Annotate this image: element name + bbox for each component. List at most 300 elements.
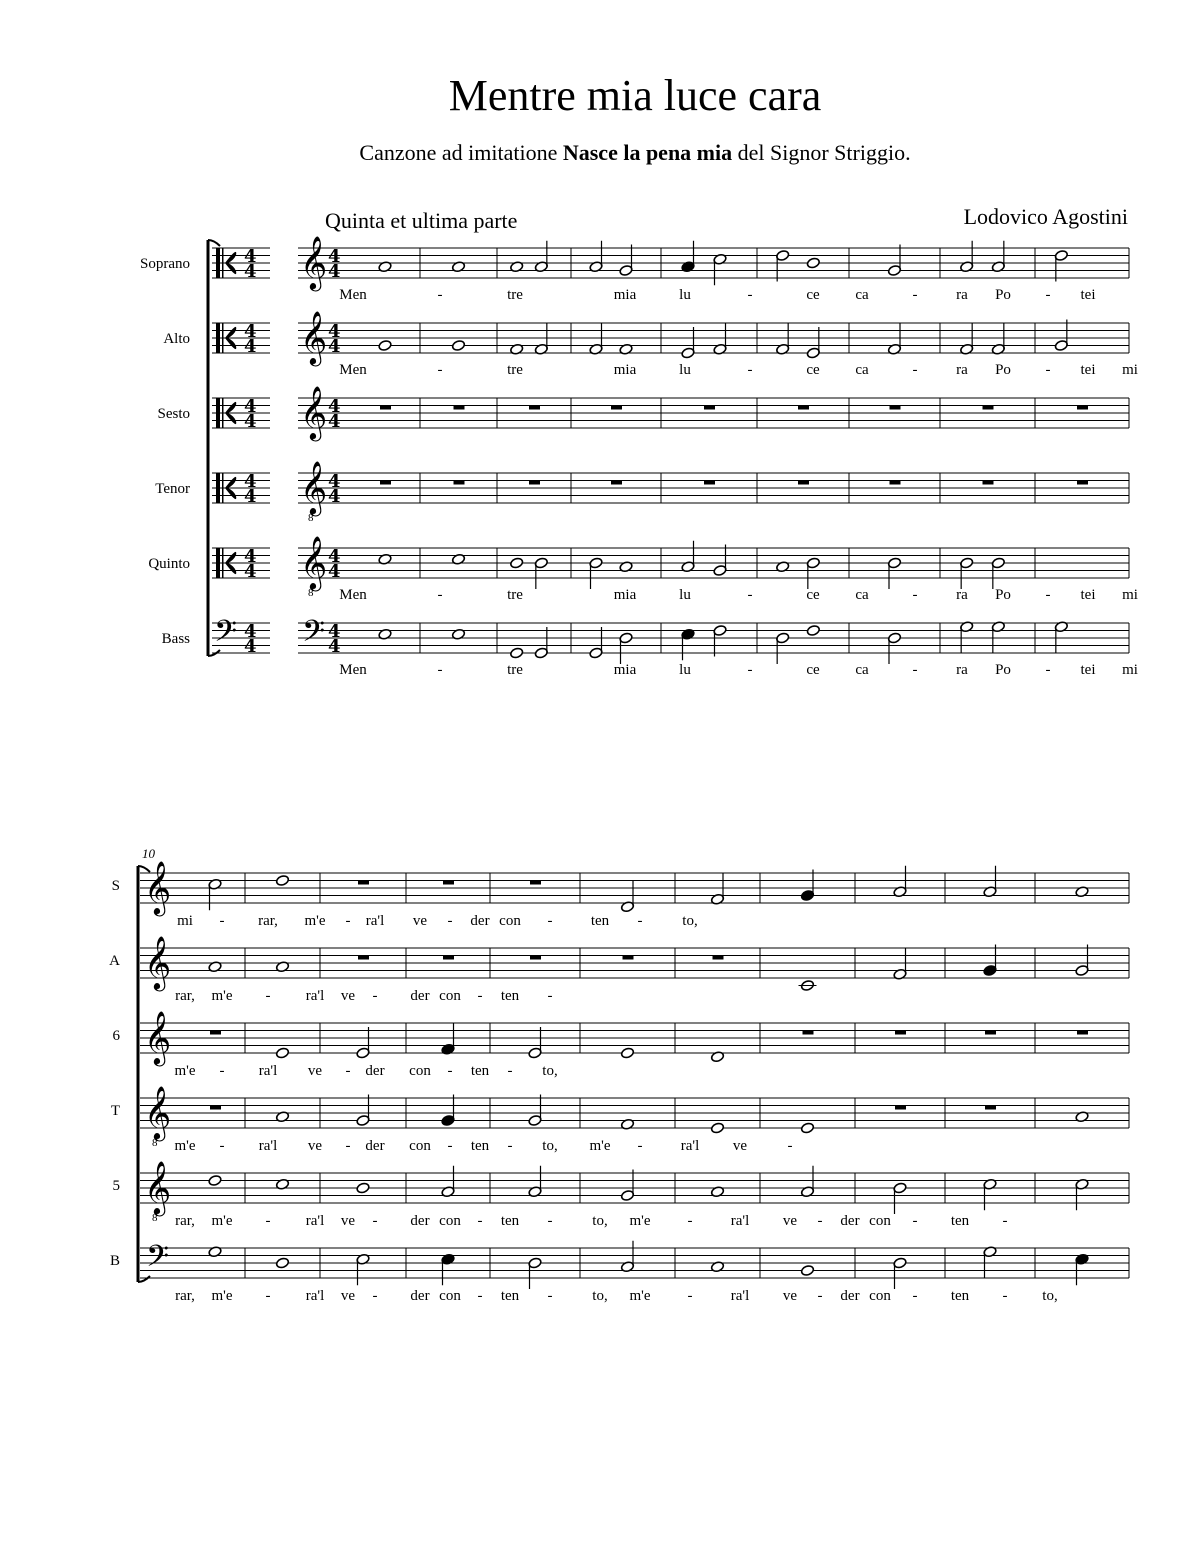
whole-rest-icon — [704, 406, 715, 410]
note-head — [893, 948, 907, 980]
time-signature-top: 4 — [328, 471, 341, 492]
note-head — [378, 340, 392, 352]
clef-bar — [216, 323, 220, 353]
time-signature-bottom: 4 — [328, 561, 341, 582]
octave-eight-mark: 8 — [152, 1212, 158, 1224]
lyric-syllable: ve — [732, 1138, 748, 1154]
clef-bar — [222, 473, 224, 503]
time-signature-bottom: 4 — [328, 486, 341, 507]
note-head — [1054, 320, 1068, 352]
note-head — [893, 866, 907, 898]
time-signature-top: 4 — [244, 546, 257, 567]
note-head — [589, 627, 603, 659]
lyric-syllable: mi — [1122, 362, 1138, 378]
lyric-syllable: lu — [679, 587, 691, 603]
whole-rest-icon — [210, 1106, 221, 1110]
lyric-syllable: - — [912, 362, 918, 378]
treble-clef-icon: 𝄞 — [300, 385, 328, 439]
treble-clef-icon: 𝄞 — [144, 860, 172, 914]
lyric-syllable: - — [477, 1213, 483, 1229]
whole-rest-icon — [529, 406, 540, 410]
lyric-syllable: Po — [995, 662, 1011, 678]
lyric-syllable: ten — [590, 913, 610, 929]
whole-rest-icon — [210, 1031, 221, 1035]
lyric-syllable: - — [437, 587, 443, 603]
bass-clef-icon: 𝄢 — [214, 615, 238, 656]
voice-label: 5 — [112, 1178, 120, 1194]
lyric-syllable: - — [265, 1288, 271, 1304]
lyric-syllable: tre — [507, 587, 523, 603]
lyric-syllable: mia — [613, 362, 637, 378]
lyric-syllable: ca — [855, 362, 869, 378]
note-head — [620, 881, 634, 913]
lyric-syllable: mi — [1122, 662, 1138, 678]
clef-bar — [222, 323, 224, 353]
lyric-syllable: con — [869, 1288, 891, 1304]
lyric-syllable: rar, — [175, 1288, 195, 1304]
incipit-staff — [212, 248, 270, 278]
lyric-syllable: mia — [613, 587, 637, 603]
lyric-syllable: mia — [613, 287, 637, 303]
lyric-syllable: Men — [339, 587, 367, 603]
lyric-syllable: con — [869, 1213, 891, 1229]
lyric-syllable: der — [840, 1213, 860, 1229]
note-head — [806, 327, 820, 359]
note-head — [960, 621, 974, 653]
main-staff — [140, 1173, 1129, 1203]
note-oval — [275, 1047, 289, 1059]
time-signature-bottom: 4 — [328, 336, 341, 357]
note-head — [1075, 945, 1089, 977]
lyric-syllable: Po — [995, 362, 1011, 378]
note-head — [983, 1246, 997, 1278]
incipit-staff — [212, 323, 270, 353]
treble-clef-icon: 𝄞 — [144, 1010, 172, 1064]
incipit-staff — [212, 398, 270, 428]
lyric-syllable: ra'l — [258, 1063, 278, 1079]
note-oval — [800, 1122, 814, 1134]
time-signature-top: 4 — [328, 396, 341, 417]
note-oval — [275, 875, 289, 887]
note-head — [806, 557, 820, 589]
note-head — [960, 323, 974, 355]
lyric-syllable: m'e — [174, 1063, 196, 1079]
lyric-syllable: - — [437, 362, 443, 378]
whole-rest-icon — [611, 406, 622, 410]
note-head — [799, 980, 817, 992]
note-oval — [710, 1122, 724, 1134]
lyric-syllable: mia — [613, 662, 637, 678]
whole-rest-icon — [1077, 1031, 1088, 1035]
lyric-syllable: - — [437, 662, 443, 678]
time-signature-bottom: 4 — [328, 636, 341, 657]
note-head — [893, 1182, 907, 1214]
lyric-syllable: - — [747, 362, 753, 378]
lyric-syllable: m'e — [174, 1138, 196, 1154]
note-head — [800, 1166, 814, 1198]
lyric-syllable: - — [1045, 587, 1051, 603]
lyric-syllable: con — [409, 1063, 431, 1079]
lyric-syllable: ve — [340, 1288, 356, 1304]
note-head — [681, 241, 695, 273]
note-head — [991, 621, 1005, 653]
note-head — [893, 1257, 907, 1289]
note-head — [983, 945, 997, 977]
time-signature-bottom: 4 — [244, 336, 257, 357]
lyric-syllable: ve — [782, 1213, 798, 1229]
lyric-syllable: to, — [542, 1138, 558, 1154]
lyric-syllable: - — [265, 988, 271, 1004]
lyric-syllable: - — [912, 287, 918, 303]
note-head — [991, 557, 1005, 589]
time-signature-bottom: 4 — [328, 261, 341, 282]
whole-rest-icon — [529, 481, 540, 485]
note-oval — [510, 557, 524, 569]
lyric-syllable: tei — [1080, 587, 1096, 603]
lyric-syllable: - — [687, 1288, 693, 1304]
lyric-syllable: ra — [956, 662, 968, 678]
lyric-syllable: - — [507, 1138, 513, 1154]
note-head — [887, 245, 901, 277]
lyric-syllable: der — [365, 1138, 385, 1154]
note-head — [710, 873, 724, 905]
lyric-syllable: - — [687, 1213, 693, 1229]
time-signature-top: 4 — [328, 321, 341, 342]
whole-rest-icon — [704, 481, 715, 485]
lyric-syllable: - — [912, 587, 918, 603]
lyric-syllable: der — [470, 913, 490, 929]
note-head — [275, 1257, 289, 1269]
lyric-syllable: lu — [679, 287, 691, 303]
lyric-syllable: - — [372, 1213, 378, 1229]
lyric-syllable: - — [817, 1288, 823, 1304]
treble-clef-icon: 𝄞 — [300, 535, 328, 589]
octave-eight-mark: 8 — [152, 1137, 158, 1149]
lyric-syllable: der — [365, 1063, 385, 1079]
note-head — [1054, 250, 1068, 282]
lyric-syllable: to, — [592, 1288, 608, 1304]
whole-rest-icon — [623, 956, 634, 960]
whole-rest-icon — [890, 406, 901, 410]
note-head — [960, 557, 974, 589]
subtitle-suffix: del Signor Striggio. — [732, 140, 911, 165]
lyric-syllable: ra — [956, 362, 968, 378]
lyric-syllable: tre — [507, 362, 523, 378]
lyric-syllable: ra'l — [680, 1138, 700, 1154]
clef-bar — [222, 548, 224, 578]
lyric-syllable: ra'l — [730, 1288, 750, 1304]
lyric-syllable: - — [477, 988, 483, 1004]
lyric-syllable: - — [1045, 362, 1051, 378]
whole-rest-icon — [983, 406, 994, 410]
note-oval — [806, 625, 820, 637]
note-head — [713, 545, 727, 577]
voice-label: Bass — [161, 631, 190, 647]
note-oval — [451, 340, 465, 352]
note-head — [991, 241, 1005, 273]
note-oval — [356, 1182, 370, 1194]
score-title: Mentre mia luce cara — [448, 71, 822, 120]
note-head — [356, 1253, 370, 1285]
lyric-syllable: tre — [507, 662, 523, 678]
lyric-syllable: ca — [855, 662, 869, 678]
time-signature-top: 4 — [244, 321, 257, 342]
note-head — [806, 625, 820, 637]
note-head — [681, 541, 695, 573]
note-head — [713, 253, 727, 285]
treble-clef-icon: 𝄞 — [300, 460, 328, 514]
main-staff — [140, 1098, 1129, 1128]
note-head — [356, 1182, 370, 1194]
whole-rest-icon — [985, 1106, 996, 1110]
time-signature-top: 4 — [244, 396, 257, 417]
composer-name: Lodovico Agostini — [963, 204, 1128, 229]
lyric-syllable: con — [409, 1138, 431, 1154]
note-head — [534, 323, 548, 355]
lyric-syllable: ve — [340, 988, 356, 1004]
lyric-syllable: - — [547, 913, 553, 929]
note-head — [441, 1095, 455, 1127]
lyric-syllable: con — [439, 988, 461, 1004]
lyric-syllable: Men — [339, 362, 367, 378]
lyric-syllable: ve — [307, 1138, 323, 1154]
whole-rest-icon — [530, 956, 541, 960]
note-head — [441, 1166, 455, 1198]
note-head — [620, 1170, 634, 1202]
lyric-syllable: - — [547, 1288, 553, 1304]
lyric-syllable: Po — [995, 287, 1011, 303]
lyric-syllable: ra'l — [305, 1288, 325, 1304]
lyric-syllable: - — [372, 988, 378, 1004]
lyric-syllable: m'e — [211, 1288, 233, 1304]
note-head — [275, 875, 289, 887]
time-signature-top: 4 — [328, 546, 341, 567]
subtitle-prefix: Canzone ad imitatione — [359, 140, 563, 165]
lyric-syllable: ce — [806, 362, 820, 378]
note-head — [960, 241, 974, 273]
lyric-syllable: ra — [956, 287, 968, 303]
whole-rest-icon — [895, 1031, 906, 1035]
lyric-syllable: - — [637, 913, 643, 929]
lyric-syllable: Men — [339, 662, 367, 678]
note-head — [356, 1027, 370, 1059]
note-head — [619, 632, 633, 664]
lyric-syllable: Po — [995, 587, 1011, 603]
lyric-syllable: - — [912, 662, 918, 678]
lyric-syllable: ten — [500, 1288, 520, 1304]
note-head — [776, 632, 790, 664]
lyric-syllable: con — [439, 1288, 461, 1304]
note-head — [887, 632, 901, 664]
note-head — [589, 557, 603, 589]
lyric-syllable: - — [637, 1138, 643, 1154]
voice-label: Tenor — [155, 481, 190, 497]
lyric-syllable: ve — [307, 1063, 323, 1079]
time-signature-bottom: 4 — [244, 561, 257, 582]
lyric-syllable: mi — [177, 913, 193, 929]
note-head — [534, 557, 548, 589]
lyric-syllable: - — [747, 287, 753, 303]
note-head — [1075, 1178, 1089, 1210]
note-head — [681, 628, 695, 660]
whole-rest-icon — [454, 406, 465, 410]
lyric-syllable: Men — [339, 287, 367, 303]
lyric-syllable: rar, — [175, 988, 195, 1004]
note-head — [356, 1095, 370, 1127]
whole-rest-icon — [358, 881, 369, 885]
lyric-syllable: - — [265, 1213, 271, 1229]
note-head — [713, 323, 727, 355]
lyric-syllable: - — [219, 1138, 225, 1154]
lyric-syllable: ra'l — [305, 988, 325, 1004]
whole-rest-icon — [803, 1031, 814, 1035]
octave-eight-mark: 8 — [308, 587, 314, 599]
lyric-syllable: - — [447, 1138, 453, 1154]
note-head — [510, 557, 524, 569]
clef-bar — [216, 473, 220, 503]
lyric-syllable: m'e — [629, 1288, 651, 1304]
lyric-syllable: - — [912, 1288, 918, 1304]
note-head — [983, 1178, 997, 1210]
lyric-syllable: - — [219, 913, 225, 929]
note-oval — [378, 340, 392, 352]
lyric-syllable: tei — [1080, 662, 1096, 678]
whole-rest-icon — [380, 406, 391, 410]
note-head — [983, 866, 997, 898]
note-head — [619, 245, 633, 277]
note-head — [681, 327, 695, 359]
lyric-syllable: - — [912, 1213, 918, 1229]
note-head — [713, 625, 727, 657]
main-staff — [298, 398, 1129, 428]
lyric-syllable: to, — [592, 1213, 608, 1229]
note-head — [510, 647, 524, 659]
lyric-syllable: ra'l — [305, 1213, 325, 1229]
lyric-syllable: to, — [1042, 1288, 1058, 1304]
whole-rest-icon — [983, 481, 994, 485]
treble-clef-icon: 𝄞 — [300, 235, 328, 289]
lyric-syllable: mi — [1122, 587, 1138, 603]
clef-bar — [216, 248, 220, 278]
voice-label: Quinto — [148, 556, 190, 572]
lyric-syllable: ra — [956, 587, 968, 603]
voice-label: Sesto — [157, 406, 190, 422]
lyric-syllable: ve — [340, 1213, 356, 1229]
time-signature-bottom: 4 — [244, 486, 257, 507]
lyric-syllable: - — [219, 1063, 225, 1079]
lyric-syllable: tei — [1080, 287, 1096, 303]
note-head — [1075, 1253, 1089, 1285]
lyric-syllable: der — [840, 1288, 860, 1304]
lyric-syllable: to, — [542, 1063, 558, 1079]
note-head — [800, 1122, 814, 1134]
whole-rest-icon — [798, 481, 809, 485]
lyric-syllable: ra'l — [365, 913, 385, 929]
note-head — [275, 1047, 289, 1059]
lyric-syllable: con — [439, 1213, 461, 1229]
bracket-hook-top — [208, 240, 220, 246]
lyric-syllable: - — [547, 988, 553, 1004]
lyric-syllable: ten — [500, 1213, 520, 1229]
whole-rest-icon — [985, 1031, 996, 1035]
voice-label: S — [111, 878, 120, 894]
note-oval — [620, 1047, 634, 1059]
note-head — [528, 1257, 542, 1289]
note-head — [528, 1095, 542, 1127]
lyric-syllable: rar, — [258, 913, 278, 929]
whole-rest-icon — [611, 481, 622, 485]
lyric-syllable: - — [747, 587, 753, 603]
lyric-syllable: ten — [470, 1138, 490, 1154]
lyric-syllable: ten — [950, 1288, 970, 1304]
time-signature-bottom: 4 — [244, 261, 257, 282]
lyric-syllable: ce — [806, 587, 820, 603]
note-oval — [800, 1265, 814, 1277]
note-head — [534, 627, 548, 659]
lyric-syllable: tei — [1080, 362, 1096, 378]
lyric-syllable: to, — [682, 913, 698, 929]
lyric-syllable: - — [747, 662, 753, 678]
whole-rest-icon — [1077, 406, 1088, 410]
lyric-syllable: - — [1045, 287, 1051, 303]
clef-bar — [222, 248, 224, 278]
note-head — [589, 323, 603, 355]
note-head — [776, 250, 790, 282]
lyric-syllable: ten — [500, 988, 520, 1004]
lyric-syllable: rar, — [175, 1213, 195, 1229]
whole-rest-icon — [713, 956, 724, 960]
lyric-syllable: - — [345, 1138, 351, 1154]
main-staff — [140, 1023, 1129, 1053]
voice-label: Alto — [163, 331, 190, 347]
note-head — [620, 1047, 634, 1059]
note-head — [887, 557, 901, 589]
note-head — [528, 1166, 542, 1198]
time-signature-bottom: 4 — [244, 411, 257, 432]
voice-label: A — [109, 953, 120, 969]
note-head — [208, 1175, 222, 1187]
note-head — [800, 870, 814, 902]
time-signature-top: 4 — [328, 246, 341, 267]
bass-clef-icon: 𝄢 — [146, 1240, 170, 1281]
lyric-syllable: m'e — [211, 1213, 233, 1229]
clef-bar — [216, 548, 220, 578]
whole-rest-icon — [530, 881, 541, 885]
whole-rest-icon — [895, 1106, 906, 1110]
clef-bar — [222, 398, 224, 428]
note-head — [710, 1122, 724, 1134]
main-staff — [298, 473, 1129, 503]
main-staff — [140, 948, 1129, 978]
note-head — [441, 1253, 455, 1285]
treble-clef-icon: 𝄞 — [144, 1160, 172, 1214]
note-oval — [510, 647, 524, 659]
lyric-syllable: m'e — [589, 1138, 611, 1154]
note-oval — [275, 1257, 289, 1269]
lyric-syllable: - — [547, 1213, 553, 1229]
time-signature-top: 4 — [244, 246, 257, 267]
lyric-syllable: - — [372, 1288, 378, 1304]
note-head — [1054, 621, 1068, 653]
lyric-syllable: - — [1045, 662, 1051, 678]
voice-label: 6 — [112, 1028, 120, 1044]
lyric-syllable: ten — [950, 1213, 970, 1229]
note-head — [451, 340, 465, 352]
note-head — [806, 257, 820, 269]
note-head — [528, 1027, 542, 1059]
lyric-syllable: con — [499, 913, 521, 929]
lyric-syllable: ve — [782, 1288, 798, 1304]
